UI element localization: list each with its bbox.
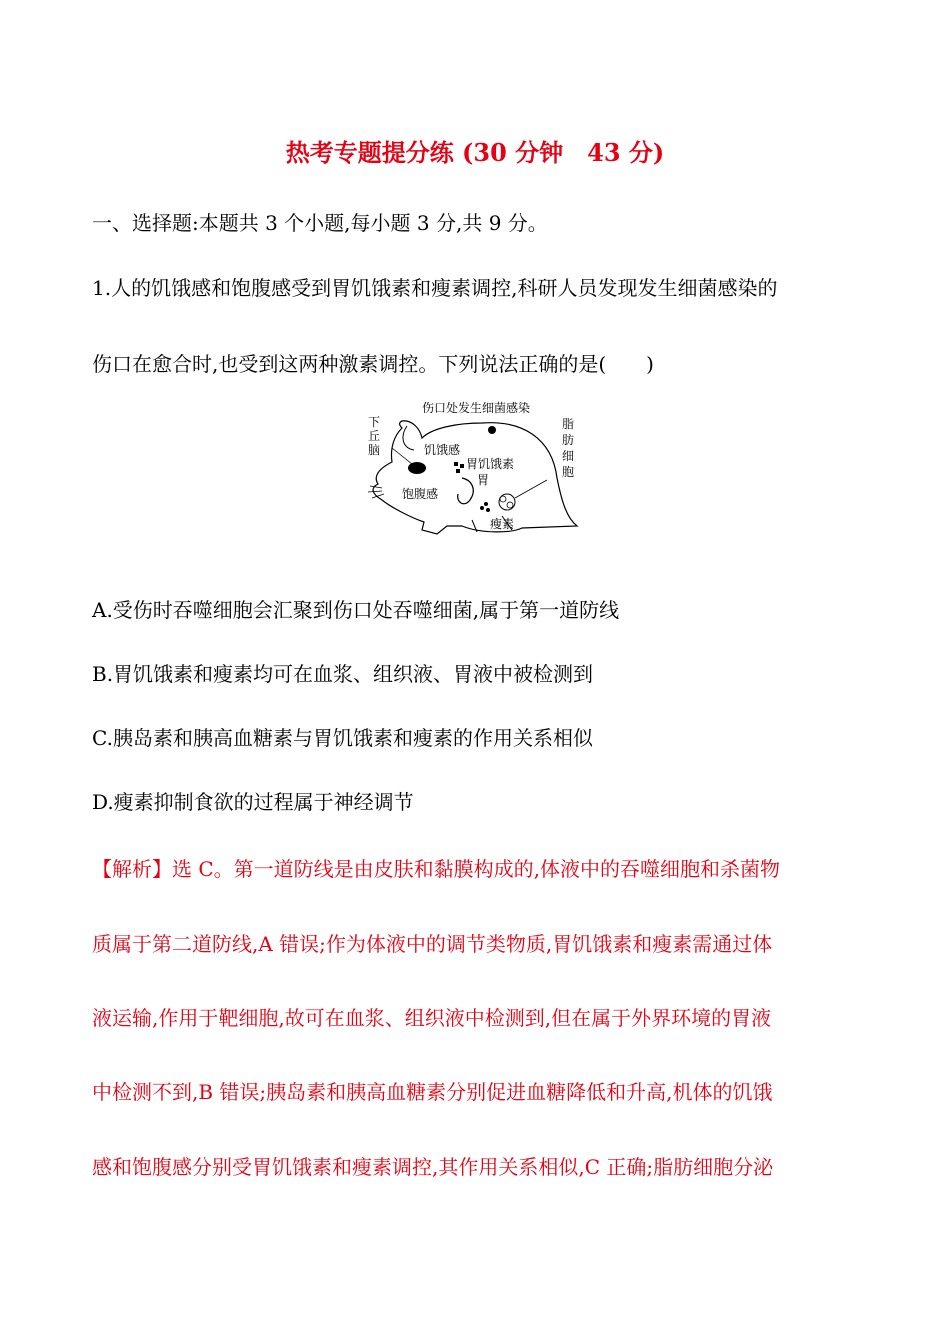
label-hypothalamus-3: 脑 bbox=[368, 443, 381, 457]
leptin-mark-1 bbox=[480, 506, 484, 510]
label-wound: 伤口处发生细菌感染 bbox=[422, 401, 531, 415]
label-fat-4: 胞 bbox=[562, 465, 575, 479]
leptin-mark-2 bbox=[486, 508, 490, 512]
option-a: A.受伤时吞噬细胞会汇聚到伤口处吞噬细菌,属于第一道防线 bbox=[92, 598, 620, 622]
question-stem-line-1: 1.人的饥饿感和饱腹感受到胃饥饿素和瘦素调控,科研人员发现发生细菌感染的 bbox=[92, 276, 778, 300]
option-b: B.胃饥饿素和瘦素均可在血浆、组织液、胃液中被检测到 bbox=[92, 662, 594, 686]
ghrelin-mark-3 bbox=[456, 469, 460, 473]
label-leptin: 瘦素 bbox=[490, 517, 515, 531]
label-fat-1: 脂 bbox=[562, 417, 575, 431]
ghrelin-mark-1 bbox=[454, 462, 458, 466]
stomach-shape bbox=[458, 478, 474, 504]
label-hunger: 饥饿感 bbox=[424, 443, 461, 457]
label-hypothalamus-1: 下 bbox=[368, 415, 381, 429]
hypothalamus-mark bbox=[408, 462, 426, 474]
mouse-hormone-diagram bbox=[362, 398, 582, 540]
label-satiety: 饱腹感 bbox=[402, 487, 439, 501]
analysis-line-1: 【解析】选 C。第一道防线是由皮肤和黏膜构成的,体液中的吞噬细胞和杀菌物 bbox=[92, 857, 781, 881]
analysis-line-2: 质属于第二道防线,A 错误;作为体液中的调节类物质,胃饥饿素和瘦素需通过体 bbox=[92, 932, 773, 956]
ghrelin-mark-2 bbox=[460, 464, 464, 468]
section-heading: 一、选择题:本题共 3 个小题,每小题 3 分,共 9 分。 bbox=[92, 211, 548, 235]
label-ghrelin: 胃饥饿素 bbox=[466, 457, 515, 471]
option-d: D.瘦素抑制食欲的过程属于神经调节 bbox=[92, 790, 414, 814]
option-c: C.胰岛素和胰高血糖素与胃饥饿素和瘦素的作用关系相似 bbox=[92, 726, 593, 750]
page-title: 热考专题提分练 (30 分钟 43 分) bbox=[285, 138, 665, 167]
analysis-line-3: 液运输,作用于靶细胞,故可在血浆、组织液中检测到,但在属于外界环境的胃液 bbox=[92, 1006, 772, 1030]
label-hypothalamus-2: 丘 bbox=[368, 429, 381, 443]
analysis-line-5: 感和饱腹感分别受胃饥饿素和瘦素调控,其作用关系相似,C 正确;脂肪细胞分泌 bbox=[92, 1155, 774, 1179]
fat-cell-pointer bbox=[515, 480, 547, 498]
wound-mark bbox=[488, 426, 496, 434]
leptin-mark-3 bbox=[484, 502, 488, 506]
question-stem-line-2: 伤口在愈合时,也受到这两种激素调控。下列说法正确的是( ) bbox=[92, 352, 654, 376]
analysis-line-4: 中检测不到,B 错误;胰岛素和胰高血糖素分别促进血糖降低和升高,机体的饥饿 bbox=[92, 1080, 773, 1104]
label-fat-3: 细 bbox=[562, 449, 575, 463]
hypothalamus-pointer bbox=[392, 448, 412, 464]
mouse-diagram-svg bbox=[362, 398, 582, 540]
mouse-ear bbox=[403, 426, 414, 450]
label-stomach: 胃 bbox=[477, 473, 490, 487]
label-fat-2: 肪 bbox=[562, 433, 575, 447]
mouse-outline bbox=[373, 421, 577, 534]
